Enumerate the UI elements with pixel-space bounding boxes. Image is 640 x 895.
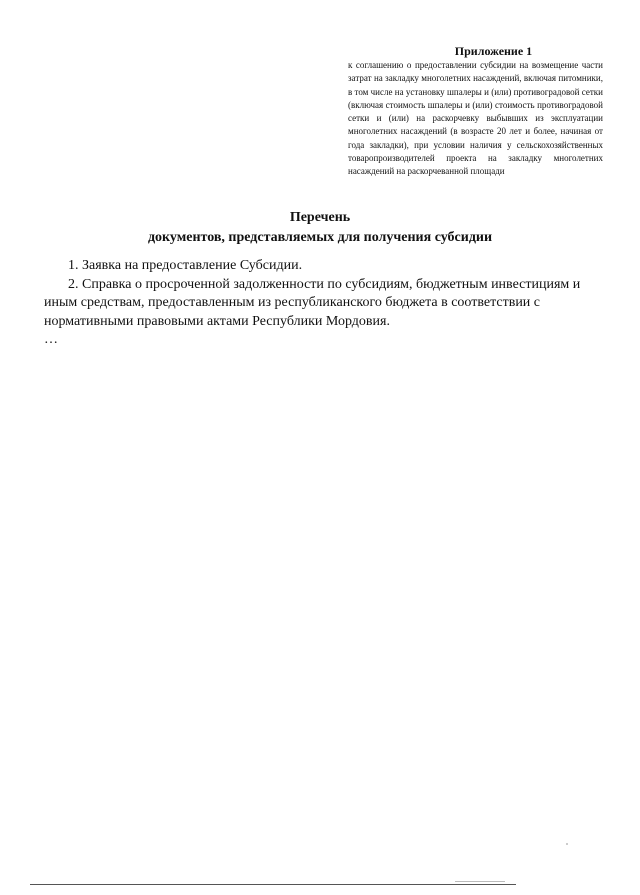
appendix-title: Приложение 1	[454, 44, 533, 58]
scan-speck	[566, 843, 568, 845]
document-heading	[0, 208, 640, 248]
ellipsis: …	[44, 332, 60, 347]
document-body	[44, 257, 600, 350]
bottom-border-line	[30, 884, 516, 885]
appendix-block	[348, 44, 603, 179]
appendix-text: к соглашению о предоставлении субсидии на возмещение части затрат на закладку многолетних насаждений, включая питомники, в том числе на установку шпалеры и (или) противоградовой сетки (включая стоимость шпалеры и (или) стоимость противоградовой сетки и (или) на раскорчевку выбывших из эксплуатации многолетних насаждений (в возрасте 20 лет и более, начиная от года закладки), при условии наличия у сельскохозяйственных товаропроизводителей проекта на закладку многолетних насаждений на раскорчеванной площади	[348, 60, 603, 177]
scan-artifact-line	[455, 881, 505, 882]
heading-line-2: документов, представляемых для получения субсидии	[147, 230, 493, 245]
heading-line-1: Перечень	[289, 210, 351, 225]
list-item-1: 1. Заявка на предоставление Субсидии.	[68, 258, 303, 273]
list-item-2: 2. Справка о просроченной задолженности по субсидиям, бюджетным инвестициям и иным средствам, предоставленным из республиканского бюджета в соответствии с нормативными правовыми актами Республики Мордовия.	[44, 276, 581, 329]
